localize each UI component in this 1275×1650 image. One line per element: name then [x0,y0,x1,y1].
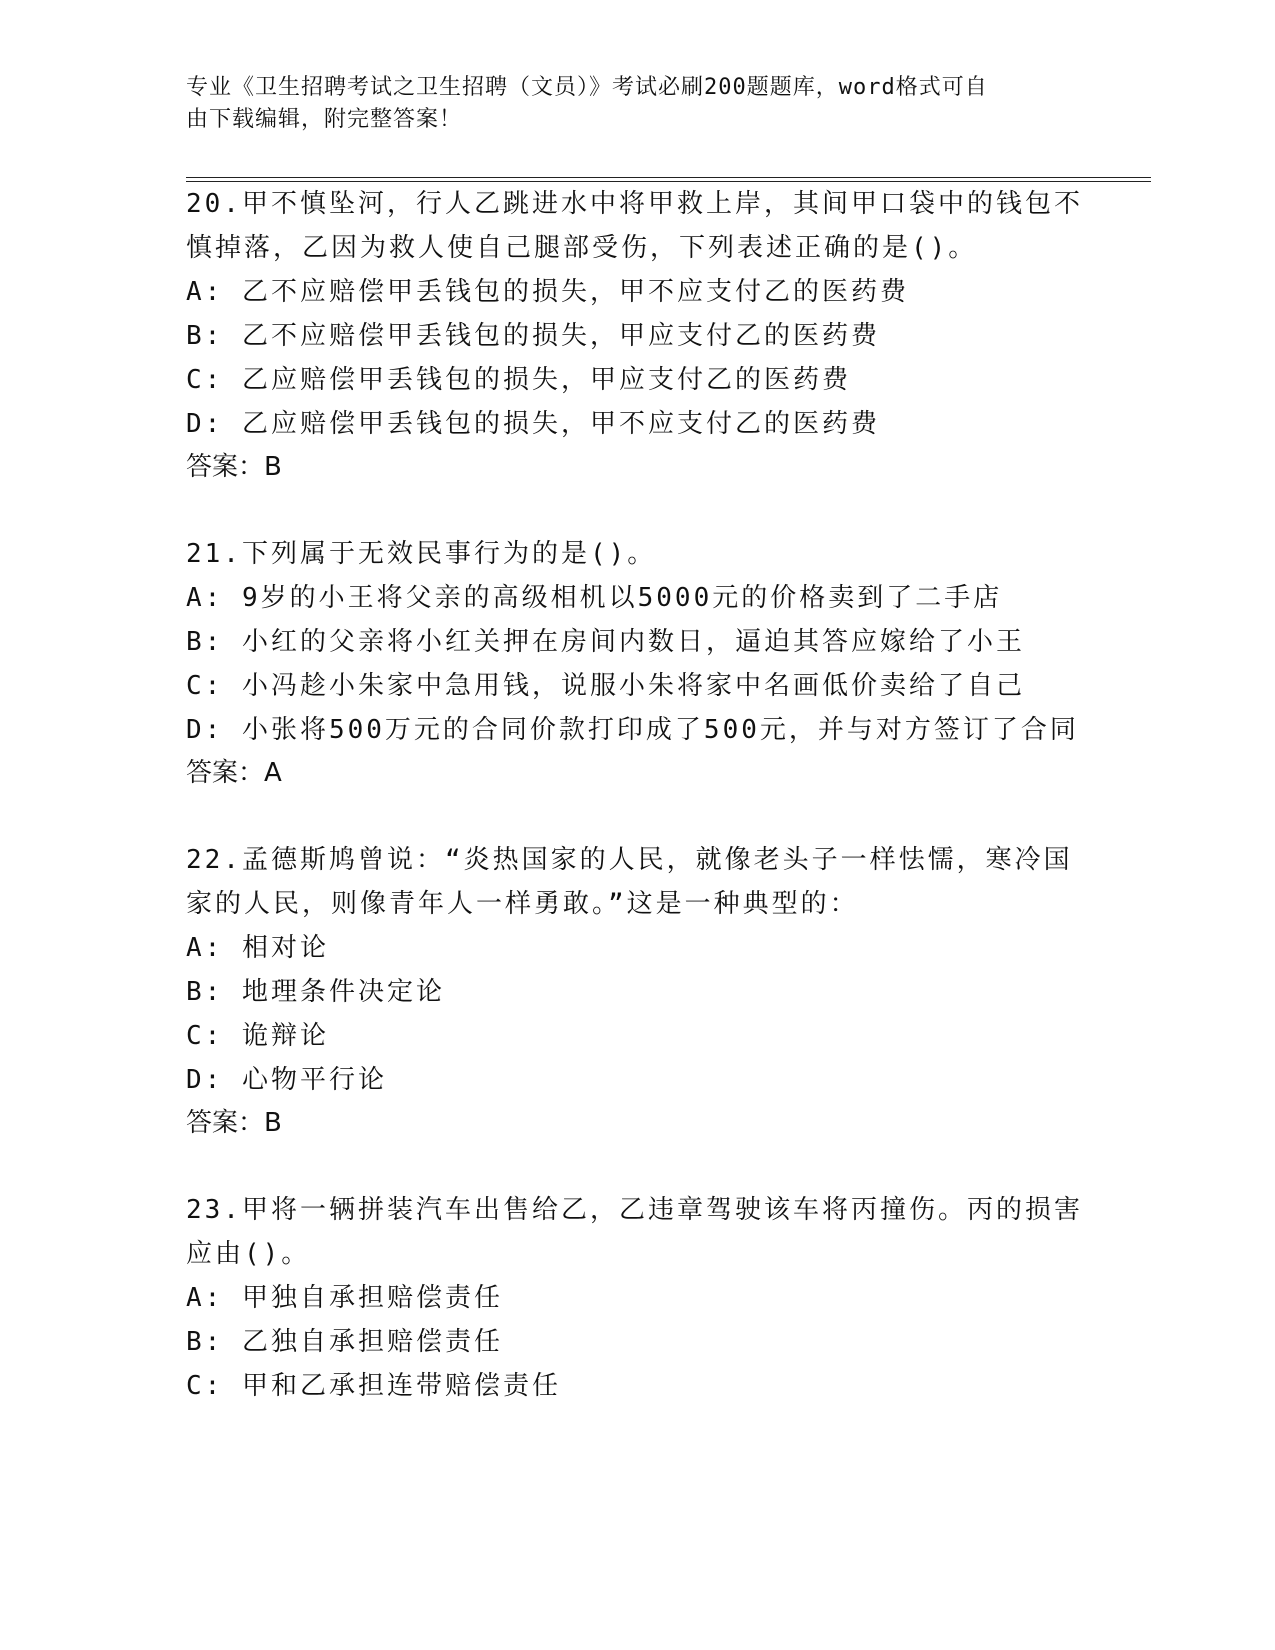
question-22-answer: 答案：B [186,1108,282,1138]
question-20-option-c: C: 乙应赔偿甲丢钱包的损失，甲应支付乙的医药费 [186,365,851,395]
question-22-option-a: A: 相对论 [186,933,329,963]
header-divider-top [186,177,1151,178]
question-21-stem-line-1: 21.下列属于无效民事行为的是()。 [186,539,657,569]
question-20-option-a: A: 乙不应赔偿甲丢钱包的损失，甲不应支付乙的医药费 [186,277,909,307]
question-21-answer: 答案：A [186,758,282,788]
question-22-option-b: B: 地理条件决定论 [186,977,445,1007]
question-23-stem-line-2: 应由()。 [186,1239,311,1269]
question-20-stem-line-1: 20.甲不慎坠河，行人乙跳进水中将甲救上岸，其间甲口袋中的钱包不 [186,189,1083,219]
question-22-stem-line-2: 家的人民，则像青年人一样勇敢。”这是一种典型的： [186,889,859,919]
question-23-option-c: C: 甲和乙承担连带赔偿责任 [186,1371,561,1401]
header-divider-bottom [186,181,1151,182]
question-23-option-a: A: 甲独自承担赔偿责任 [186,1283,503,1313]
doc-header-line-2: 由下载编辑，附完整答案！ [186,107,463,132]
question-20-stem-line-2: 慎掉落，乙因为救人使自己腿部受伤，下列表述正确的是()。 [186,233,978,263]
question-20-answer: 答案：B [186,452,282,482]
question-22-stem-line-1: 22.孟德斯鸠曾说：“炎热国家的人民，就像老头子一样怯懦，寒冷国 [186,845,1073,875]
question-23-stem-line-1: 23.甲将一辆拼装汽车出售给乙，乙违章驾驶该车将丙撞伤。丙的损害 [186,1195,1083,1225]
question-21-option-c: C: 小冯趁小朱家中急用钱，说服小朱将家中名画低价卖给了自己 [186,671,1025,701]
question-20-option-d: D: 乙应赔偿甲丢钱包的损失，甲不应支付乙的医药费 [186,409,880,439]
question-20-option-b: B: 乙不应赔偿甲丢钱包的损失，甲应支付乙的医药费 [186,321,880,351]
doc-header-line-1: 专业《卫生招聘考试之卫生招聘（文员）》考试必刷200题题库，word格式可自 [186,75,988,100]
question-21-option-d: D: 小张将500万元的合同价款打印成了500元，并与对方签订了合同 [186,715,1079,745]
question-23-option-b: B: 乙独自承担赔偿责任 [186,1327,503,1357]
question-21-option-a: A: 9岁的小王将父亲的高级相机以5000元的价格卖到了二手店 [186,583,1003,613]
question-22-option-d: D: 心物平行论 [186,1065,387,1095]
question-21-option-b: B: 小红的父亲将小红关押在房间内数日，逼迫其答应嫁给了小王 [186,627,1025,657]
question-22-option-c: C: 诡辩论 [186,1021,329,1051]
